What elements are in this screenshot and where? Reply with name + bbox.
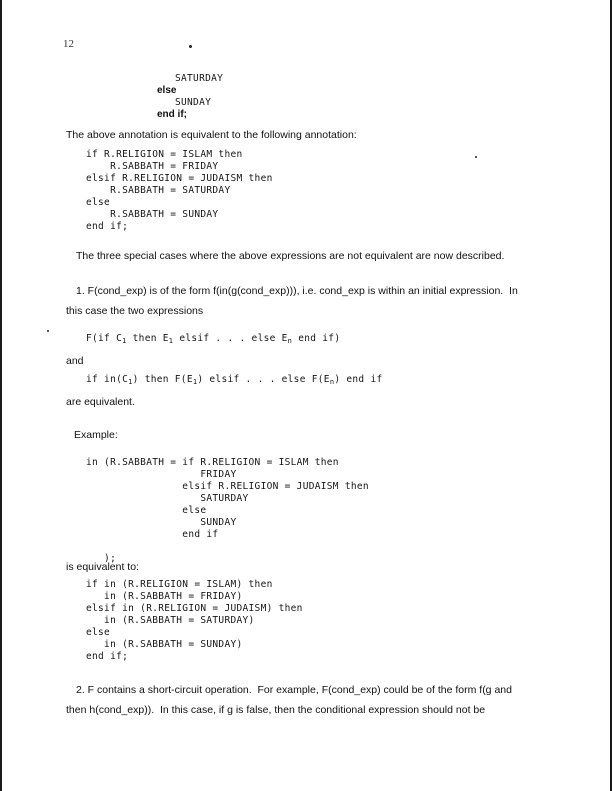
code-line: elsif R.RELIGION = JUDAISM then — [86, 173, 273, 184]
code-line: in (R.SABBATH = SUNDAY) — [86, 639, 243, 650]
paragraph-special-cases: The three special cases where the above expressions are not equivalent are now described. — [76, 250, 505, 262]
code-line: if R.RELIGION = ISLAM then — [86, 149, 243, 160]
code-line: R.SABBATH = SATURDAY — [86, 185, 231, 196]
top-code-line-2: else — [157, 85, 177, 96]
top-code-line-1: SATURDAY — [175, 73, 224, 84]
code-line: else — [86, 505, 207, 516]
code-line: R.SABBATH = SUNDAY — [86, 209, 219, 220]
code-line: elsif in (R.RELIGION = JUDAISM) then — [86, 603, 303, 614]
case-2-text-line-1: 2. F contains a short-circuit operation. For example, F(cond_exp) could be of the form f(g and — [76, 684, 512, 696]
and-word: and — [66, 355, 84, 367]
code-line: elsif R.RELIGION = JUDAISM then — [86, 481, 369, 492]
top-code-line-3: SUNDAY — [175, 97, 212, 108]
page-left-edge — [0, 0, 2, 791]
are-equivalent-text: are equivalent. — [66, 396, 135, 408]
code-line: in (R.SABBATH = if R.RELIGION = ISLAM then — [86, 457, 339, 468]
paragraph-equivalent: The above annotation is equivalent to the following annotation: — [66, 129, 357, 141]
code-line: SATURDAY — [86, 493, 249, 504]
top-code-line-4: end if; — [157, 109, 187, 120]
code-line: else — [86, 627, 111, 638]
code-line: SUNDAY — [86, 517, 237, 528]
expression-b: if $in(C_1)$ then $F(E_1)$ elsif . . . else $F(E_n)$ end if — [86, 374, 383, 386]
code-line: end if — [86, 529, 219, 540]
code-line: if in (R.RELIGION = ISLAM) then — [86, 579, 273, 590]
code-line: ); — [86, 553, 117, 564]
example-code-block — [86, 457, 369, 565]
code-line: else — [86, 197, 111, 208]
case-2-text-line-2: then h(cond_exp)). In this case, if g is false, then the conditional expression should not be — [66, 704, 486, 716]
code-line: FRIDAY — [86, 469, 237, 480]
code-line: in (R.SABBATH = FRIDAY) — [86, 591, 243, 602]
expression-a: F(if $C_1$ then $E_1$ elsif . . . else $E_n$ end if) — [86, 333, 341, 345]
code-block-2 — [86, 579, 303, 663]
is-equivalent-to-text: is equivalent to: — [66, 561, 139, 573]
code-block-1 — [86, 149, 273, 233]
scan-speck — [475, 156, 477, 158]
code-line: end if; — [86, 651, 129, 662]
page-number: 12 — [63, 38, 74, 50]
case-1-text-line-2: this case the two expressions — [66, 305, 204, 317]
code-line: end if; — [86, 221, 129, 232]
scan-speck — [47, 330, 49, 332]
code-line — [86, 541, 369, 553]
code-line: in (R.SABBATH = SATURDAY) — [86, 615, 255, 626]
example-label: Example: — [74, 429, 118, 441]
scan-speck — [189, 45, 192, 48]
code-line: R.SABBATH = FRIDAY — [86, 161, 219, 172]
case-1-text-line-1: 1. F(cond_exp) is of the form f(in(g(cond_exp))), i.e. cond_exp is within an initial expression. In — [76, 285, 518, 297]
